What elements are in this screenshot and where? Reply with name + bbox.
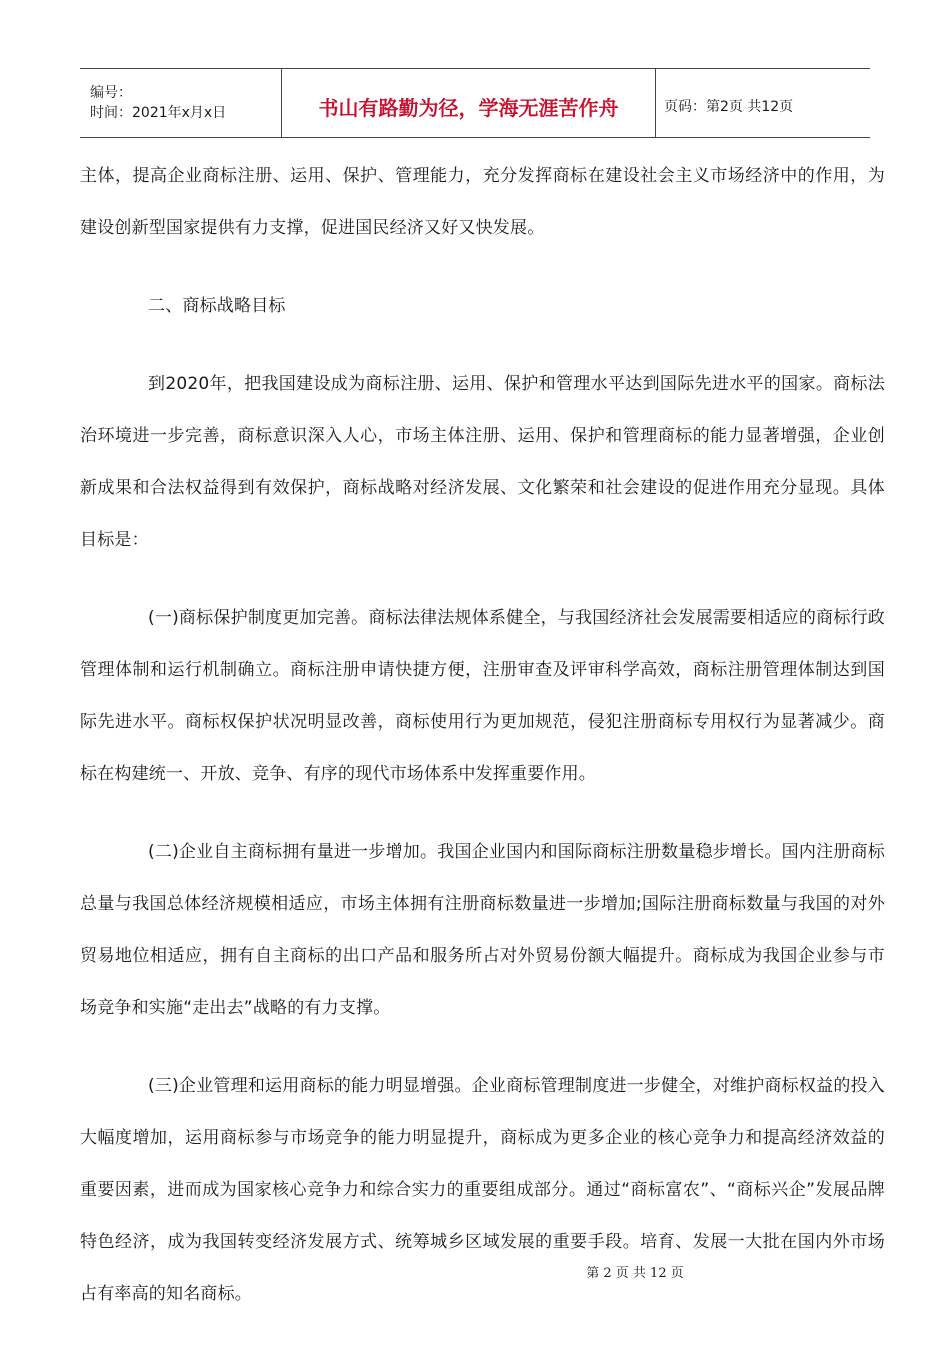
header-page-info: 页码：第2页 共12页 — [664, 99, 794, 115]
footer-page-number: 第 2 页 共 12 页 — [586, 1266, 684, 1281]
paragraph-goal-1: (一)商标保护制度更加完善。商标法律法规体系健全，与我国经济社会发展需要相适应的商标行政管理体制和运行机制确立。商标注册申请快捷方便，注册审查及评审科学高效，商标注册管理体制达到国际先进水平。商标权保护状况明显改善，商标使用行为更加规范，侵犯注册商标专用权行为显著减少。商标在构建统一、开放、竞争、有序的现代市场体系中发挥重要作用。 — [80, 608, 885, 784]
header-meta — [80, 69, 282, 137]
page-footer — [0, 1262, 950, 1281]
paragraph-continuation: 主体，提高企业商标注册、运用、保护、管理能力，充分发挥商标在建设社会主义市场经济中的作用，为建设创新型国家提供有力支撑，促进国民经济又好又快发展。 — [80, 166, 885, 238]
paragraph-goal-3: (三)企业管理和运用商标的能力明显增强。企业商标管理制度进一步健全，对维护商标权益的投入大幅度增加，运用商标参与市场竞争的能力明显提升，商标成为更多企业的核心竞争力和提高经济效益的重要因素，进而成为国家核心竞争力和综合实力的重要组成部分。通过“商标富农”、“商标兴企”发展品牌特色经济，成为我国转变经济发展方式、统筹城乡区域发展的重要手段。培育、发展一大批在国内外市场占有率高的知名商标。 — [80, 1076, 885, 1304]
header-motto: 书山有路勤为径，学海无涯苦作舟 — [282, 69, 656, 137]
section-heading: 二、商标战略目标 — [148, 296, 286, 316]
document-number-label: 编号： — [90, 85, 132, 101]
document-body — [80, 150, 885, 1346]
document-date-label: 时间：2021年x月x日 — [90, 105, 227, 121]
paragraph-goals-intro: 到2020年，把我国建设成为商标注册、运用、保护和管理水平达到国际先进水平的国家。商标法治环境进一步完善，商标意识深入人心，市场主体注册、运用、保护和管理商标的能力显著增强，企业创新成果和合法权益得到有效保护，商标战略对经济发展、文化繁荣和社会建设的促进作用充分显现。具体目标是： — [80, 374, 885, 550]
page-header — [80, 68, 870, 138]
paragraph-goal-2: (二)企业自主商标拥有量进一步增加。我国企业国内和国际商标注册数量稳步增长。国内注册商标总量与我国总体经济规模相适应，市场主体拥有注册商标数量进一步增加;国际注册商标数量与我国的对外贸易地位相适应，拥有自主商标的出口产品和服务所占对外贸易份额大幅提升。商标成为我国企业参与市场竞争和实施“走出去”战略的有力支撑。 — [80, 842, 885, 1018]
